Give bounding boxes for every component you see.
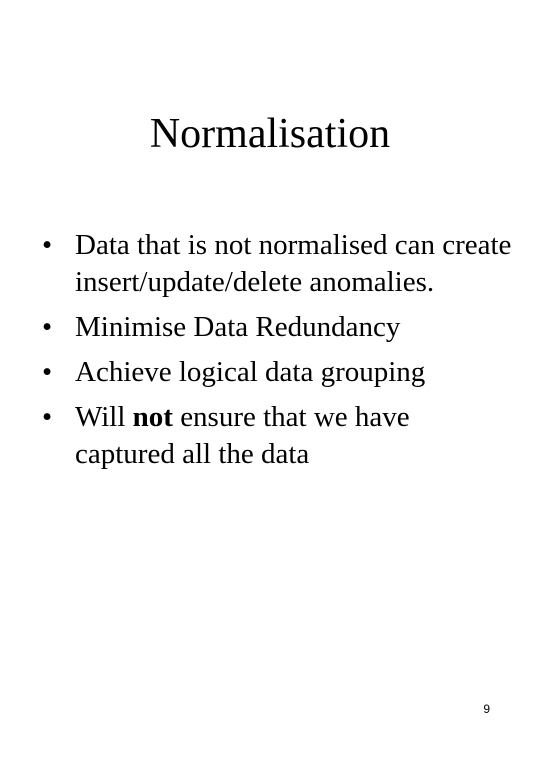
bullet-glyph: • <box>42 311 53 343</box>
bullet-item <box>42 399 512 473</box>
bullet-text-after: ensure that we have captured all the data <box>75 401 410 470</box>
slide-title: Normalisation <box>149 111 391 157</box>
bullet-glyph: • <box>42 401 53 433</box>
bullet-text: Achieve logical data grouping <box>75 356 426 388</box>
bullet-text-before: Will <box>75 401 133 433</box>
page-number: 9 <box>483 702 490 716</box>
bullet-glyph: • <box>42 356 53 388</box>
bullet-list <box>42 227 512 481</box>
bullet-item <box>42 227 512 301</box>
bullet-text-emphasis: not <box>132 401 173 433</box>
bullet-text: Data that is not normalised can create insert/update/delete anomalies. <box>75 229 512 298</box>
bullet-glyph: • <box>42 229 53 261</box>
bullet-item <box>42 354 512 391</box>
bullet-item <box>42 309 512 346</box>
bullet-text: Minimise Data Redundancy <box>75 311 401 343</box>
